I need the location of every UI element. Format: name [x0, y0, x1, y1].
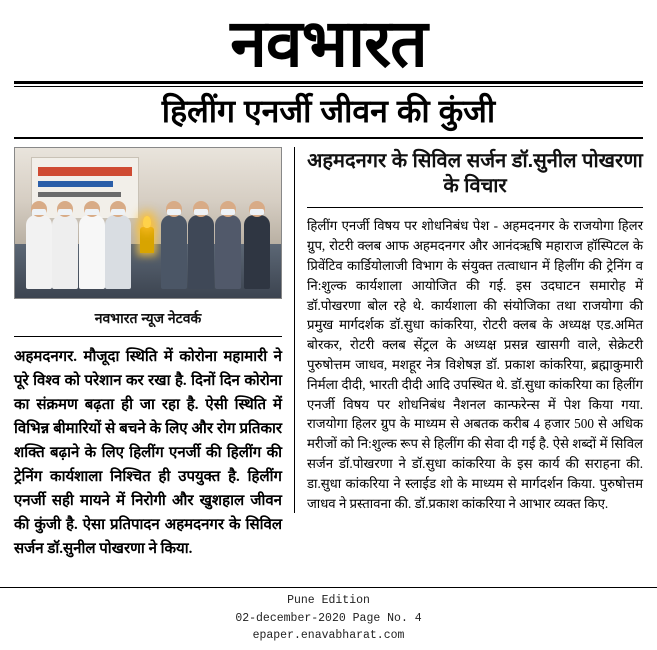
- masthead-divider-thick: [14, 81, 643, 84]
- photo-person-mask: [167, 209, 181, 215]
- banner-stripe-blue: [38, 181, 112, 187]
- caption-divider: [14, 336, 282, 337]
- masthead-divider-thin: [14, 86, 643, 87]
- photo-credit: नवभारत न्यूज नेटवर्क: [94, 310, 202, 327]
- photo-person: [52, 215, 78, 289]
- footer-edition: Pune Edition: [287, 594, 370, 608]
- article-body: हिलींग एनर्जी विषय पर शोधनिबंध पेश - अहमदनगर के राजयोगा हिलर ग्रुप, रोटरी क्लब आफ अहमदनगर और आनंदऋषि महाराज हॉस्पिटल के प्रिवेंटिव कार्डियोलाजी विभाग के संयुक्त तत्वाधान में हिलींग की ट्रेनिंग व नि:शुल्क कार्यशाला आयोजित की गई. इस उदघाटन समारोह में डॉ.पोखरणा बोल रहे थे. कार्यशाला की संयोजिका तथा राजयोगा की प्रमुख मार्गदर्शक डॉ.सुधा कांकरिया, रोटरी क्लब के अध्यक्ष एड.अमित बोरकर, रोटरी क्लब सेंट्रल के अध्यक्ष प्रसन्न खासगी वाले, सेक्रेटरी पुरुषोत्तम जाधव, मशहूर नेत्र विशेषज्ञ डॉ. प्रकाश कांकरिया, ब्रह्माकुमारी निर्मला दीदी, भारती दीदी आदि उपस्थित थे. डॉ.सुधा कांकरिया का हिलींग एनर्जी विषय पर शोधनिबंध नैशनल कान्फरेन्स में पेश किया गया. राजयोगा हिलर ग्रुप के माध्यम से अबतक करीब 4 हजार 500 से अधिक मरीजों को नि:शुल्क रूप से हिलींग की सेवा दी गई है. ऐसे शब्दों में सिविल सर्जन डॉ.पोखरणा ने डॉ.सुधा कांकरिया के इस कार्य की सराहना की. डा.सुधा कांकरिया ने स्लाईड शो के माध्यम से मार्गदर्शन किया. पुरुषोत्तम जाधव ने प्रस्तावना की. डॉ.प्रकाश कांकरिया ने आभार व्यक्त किए.: [307, 218, 643, 511]
- footer-site[interactable]: epaper.enavabharat.com: [252, 628, 405, 642]
- subheadline-divider: [307, 207, 643, 208]
- photo-person-mask: [32, 209, 46, 215]
- photo-person-mask: [250, 209, 264, 215]
- footer-date-page: 02-december-2020 Page No. 4: [235, 611, 422, 625]
- photo-person: [26, 215, 52, 289]
- lead-paragraph: अहमदनगर. मौजूदा स्थिति में कोरोना महामारी ने पूरे विश्व को परेशान कर रखा है. दिनों दिन कोरोना का संक्रमण बढ़ता ही जा रहा है. ऐसी स्थिति में विभिन्न बीमारियों से बचने के लिए और रोग प्रतिकार शक्ति बढ़ाने के लिए हिलींग एनर्जी की हिलींग की ट्रेनिंग कार्यशाला निश्चित ही उपयुक्त है. हिलींग एनर्जी सही मायने में निरोगी और खुशहाल जीवन की कुंजी है. ऐसा प्रतिपादन अहमदनगर के सिविल सर्जन डॉ.सुनील पोखरणा ने किया.: [14, 349, 282, 558]
- photo-lamp: [140, 227, 154, 253]
- masthead-title: नवभारत: [230, 6, 427, 80]
- headline-divider: [14, 137, 643, 139]
- photo-person-mask: [221, 209, 235, 215]
- right-column: [294, 147, 643, 513]
- banner-stripe-red: [38, 167, 132, 177]
- photo-person: [79, 215, 105, 289]
- article-photo: [14, 147, 282, 299]
- photo-person-mask: [58, 209, 72, 215]
- photo-person: [105, 215, 131, 289]
- photo-person: [161, 215, 187, 289]
- photo-person-mask: [194, 209, 208, 215]
- left-column: [14, 147, 282, 561]
- sub-headline: अहमदनगर के सिविल सर्जन डॉ.सुनील पोखरणा के विचार: [307, 150, 643, 198]
- page-footer: [0, 587, 657, 650]
- photo-person: [188, 215, 214, 289]
- article-columns: [14, 147, 643, 561]
- banner-stripe-gray: [38, 192, 121, 197]
- photo-person-mask: [111, 209, 125, 215]
- photo-person: [244, 215, 270, 289]
- photo-person: [215, 215, 241, 289]
- photo-person-mask: [85, 209, 99, 215]
- main-headline: हिलींग एनर्जी जीवन की कुंजी: [161, 92, 496, 129]
